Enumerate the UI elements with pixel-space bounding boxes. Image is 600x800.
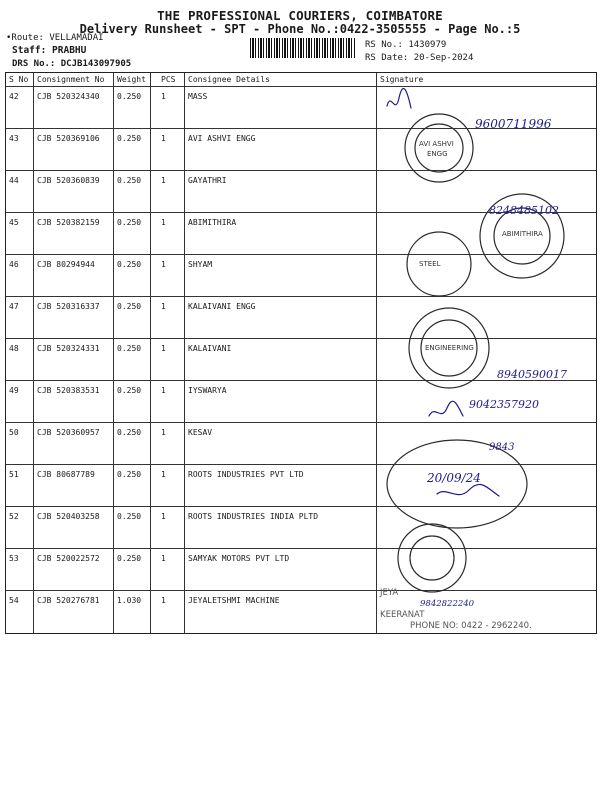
cell-sno: 43 [6, 129, 34, 170]
barcode [250, 38, 356, 58]
col-header-signature: Signature [380, 75, 424, 84]
cell-sno: 50 [6, 423, 34, 464]
col-header-sno: S No [6, 73, 34, 86]
signature-date-51: 20/09/24 [427, 471, 481, 485]
svg-text:ENGINEERING: ENGINEERING [425, 344, 474, 352]
cell-consignment: CJB 520276781 [34, 591, 114, 633]
cell-sno: 42 [6, 87, 34, 128]
cell-weight: 0.250 [114, 381, 151, 422]
cell-weight: 1.030 [114, 591, 151, 633]
drs-number: DRS No.: DCJB143097905 [12, 59, 132, 69]
cell-consignee: KALAIVANI [185, 339, 377, 380]
cell-sno: 53 [6, 549, 34, 590]
cell-consignee: ROOTS INDUSTRIES PVT LTD [185, 465, 377, 506]
col-header-consignment: Consignment No [34, 73, 114, 86]
company-name: THE PROFESSIONAL COURIERS, COIMBATORE [157, 8, 443, 23]
table-header-row [6, 73, 596, 87]
svg-text:ENGG: ENGG [427, 150, 448, 158]
cell-signature [377, 171, 596, 212]
table-row [6, 87, 596, 129]
cell-signature [377, 255, 596, 296]
stamp-54-phone: 9842822240 [420, 599, 475, 609]
signature-phone-43: 9600711996 [475, 117, 552, 131]
cell-consignee: MASS [185, 87, 377, 128]
cell-pcs: 1 [151, 381, 185, 422]
cell-consignment: CJB 520403258 [34, 507, 114, 548]
cell-weight: 0.250 [114, 297, 151, 338]
cell-signature [377, 339, 596, 380]
cell-weight: 0.250 [114, 255, 151, 296]
cell-signature [377, 129, 596, 170]
cell-pcs: 1 [151, 255, 185, 296]
rs-date: RS Date: 20-Sep-2024 [365, 53, 474, 63]
cell-consignment: CJB 520022572 [34, 549, 114, 590]
cell-weight: 0.250 [114, 129, 151, 170]
cell-consignee: KALAIVANI ENGG [185, 297, 377, 338]
cell-sno: 48 [6, 339, 34, 380]
stamp-54-line1: JEYA [380, 588, 399, 598]
cell-consignment: CJB 520316337 [34, 297, 114, 338]
cell-weight: 0.250 [114, 465, 151, 506]
cell-consignment: CJB 520324331 [34, 339, 114, 380]
signature-phone-48: 8940590017 [497, 368, 567, 381]
cell-consignment: CJB 520382159 [34, 213, 114, 254]
table-row [6, 507, 596, 549]
cell-consignee: ABIMITHIRA [185, 213, 377, 254]
cell-weight: 0.250 [114, 87, 151, 128]
cell-consignee: AVI ASHVI ENGG [185, 129, 377, 170]
table-row [6, 549, 596, 591]
cell-pcs: 1 [151, 465, 185, 506]
cell-weight: 0.250 [114, 423, 151, 464]
cell-consignee: KESAV [185, 423, 377, 464]
cell-consignment: CJB 520369106 [34, 129, 114, 170]
cell-sno: 52 [6, 507, 34, 548]
cell-pcs: 1 [151, 87, 185, 128]
svg-text:ABIMITHIRA: ABIMITHIRA [502, 230, 543, 238]
staff-label: Staff: PRABHU [12, 45, 87, 56]
cell-signature [377, 423, 596, 464]
cell-sno: 51 [6, 465, 34, 506]
cell-consignee: JEYALETSHMI MACHINE [185, 591, 377, 633]
table-row [6, 465, 596, 507]
cell-weight: 0.250 [114, 171, 151, 212]
cell-signature [377, 507, 596, 548]
signature-phone-49: 9042357920 [469, 398, 539, 411]
cell-pcs: 1 [151, 339, 185, 380]
svg-text:AVI ASHVI: AVI ASHVI [419, 140, 454, 148]
cell-signature [377, 549, 596, 590]
cell-sno: 47 [6, 297, 34, 338]
signature-phone-45: 8248485102 [489, 204, 559, 217]
cell-pcs: 1 [151, 297, 185, 338]
cell-sno: 54 [6, 591, 34, 633]
cell-consignee: ROOTS INDUSTRIES INDIA PLTD [185, 507, 377, 548]
col-header-pcs: PCS [151, 73, 185, 86]
table-row [6, 213, 596, 255]
cell-consignment: CJB 520324340 [34, 87, 114, 128]
stamp-54-line3: PHONE NO: 0422 - 2962240. [410, 621, 532, 631]
cell-consignment: CJB 80687789 [34, 465, 114, 506]
table-row [6, 297, 596, 339]
cell-signature [377, 213, 596, 254]
cell-pcs: 1 [151, 171, 185, 212]
stamp-54-text [380, 588, 532, 632]
table-body [6, 87, 596, 633]
cell-pcs: 1 [151, 549, 185, 590]
cell-signature [377, 381, 596, 422]
route-label: •Route: VELLAMADAI [6, 33, 104, 43]
cell-sno: 49 [6, 381, 34, 422]
cell-pcs: 1 [151, 129, 185, 170]
cell-consignee: IYSWARYA [185, 381, 377, 422]
cell-weight: 0.250 [114, 507, 151, 548]
cell-consignee: SAMYAK MOTORS PVT LTD [185, 549, 377, 590]
cell-consignment: CJB 80294944 [34, 255, 114, 296]
table-row [6, 129, 596, 171]
cell-consignee: SHYAM [185, 255, 377, 296]
stamp-54-line2: KEERANAT [380, 610, 425, 620]
cell-consignment: CJB 520360839 [34, 171, 114, 212]
svg-text:STEEL: STEEL [419, 260, 441, 268]
cell-weight: 0.250 [114, 213, 151, 254]
cell-pcs: 1 [151, 507, 185, 548]
cell-sno: 44 [6, 171, 34, 212]
table-row [6, 381, 596, 423]
table-row [6, 423, 596, 465]
cell-consignment: CJB 520383531 [34, 381, 114, 422]
runsheet-title: Delivery Runsheet - SPT - Phone No.:0422-3505555 - Page No.:5 [79, 22, 521, 36]
cell-signature [377, 465, 596, 506]
col-header-weight: Weight [114, 73, 151, 86]
table-row [6, 171, 596, 213]
cell-consignment: CJB 520360957 [34, 423, 114, 464]
cell-pcs: 1 [151, 591, 185, 633]
cell-sno: 45 [6, 213, 34, 254]
cell-sno: 46 [6, 255, 34, 296]
rs-number: RS No.: 1430979 [365, 40, 447, 50]
cell-signature [377, 87, 596, 128]
cell-pcs: 1 [151, 423, 185, 464]
cell-pcs: 1 [151, 213, 185, 254]
cell-weight: 0.250 [114, 549, 151, 590]
cell-weight: 0.250 [114, 339, 151, 380]
cell-consignee: GAYATHRI [185, 171, 377, 212]
cell-signature [377, 297, 596, 338]
signature-phone-50: 9843 [489, 442, 515, 453]
table-row [6, 339, 596, 381]
col-header-details: Consignee Details [185, 73, 377, 86]
table-row [6, 255, 596, 297]
runsheet-table [5, 72, 597, 634]
